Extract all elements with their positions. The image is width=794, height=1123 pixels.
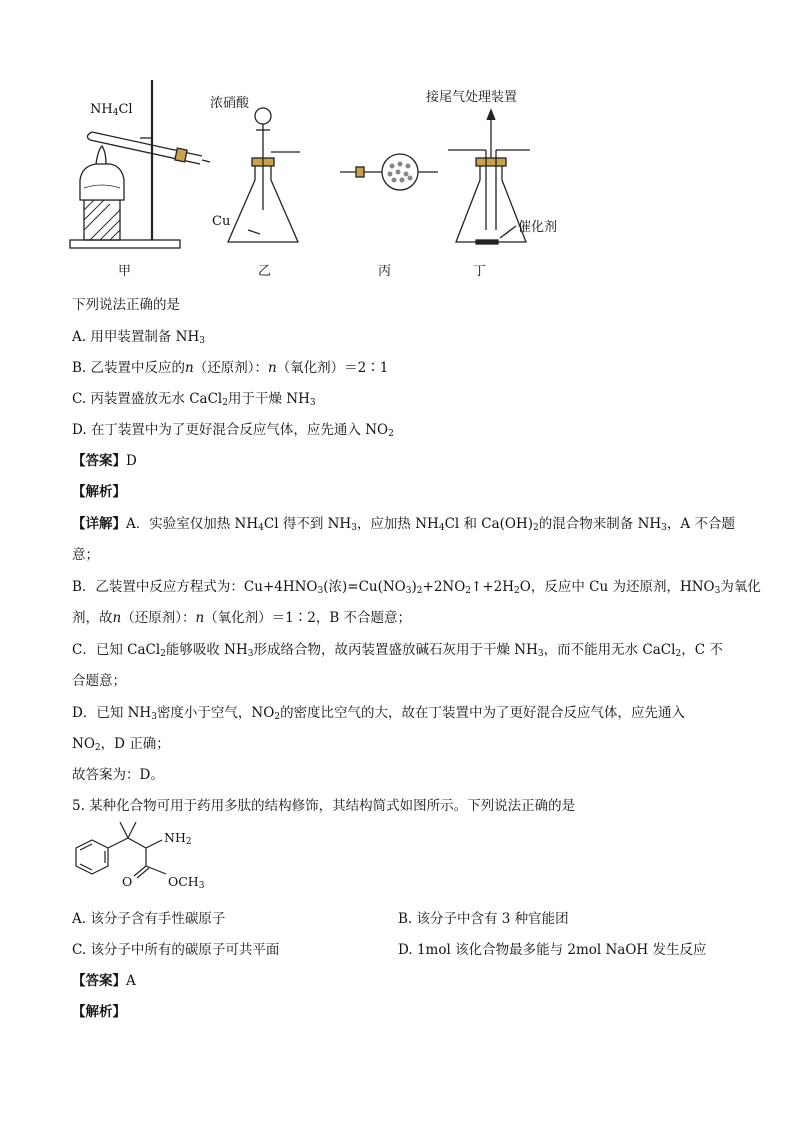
q4-detail-line-1: 【详解】A．实验室仅加热 $NH_4Cl$ 得不到 $NH_3$，应加热 $NH_4Cl$ 和 $Ca(OH)_2$的混合物来制备 $NH_3$，A 不合题 xyxy=(72,516,735,533)
q5-structure xyxy=(70,818,230,898)
benzene-ring xyxy=(76,840,108,874)
tail-gas-label: 接尾气处理装置 xyxy=(426,90,518,105)
q4-detail-line-3: B．乙装置中反应方程式为：$Cu+4HNO_3$(浓)$=Cu(NO_3)_2+2NO_2↑+2H_2O$，反应中 Cu 为还原剂，$HNO_3$为氧化 xyxy=(72,579,761,596)
apparatus-figure xyxy=(60,80,620,280)
q5-stem: 5. 某种化合物可用于药用多肽的结构修饰，其结构简式如图所示。下列说法正确的是 xyxy=(72,798,576,814)
q5-answer: 【答案】A xyxy=(72,973,136,989)
q5-option-a: A. 该分子含有手性碳原子 xyxy=(72,911,226,927)
q4-detail-line-6: 合题意； xyxy=(72,673,126,689)
bond-c-n xyxy=(146,840,162,848)
q4-detail-line-4: 剂，故n（还原剂）：n（氧化剂）＝1∶2，B 不合题意； xyxy=(72,610,412,626)
q4-detail-line-9: 故答案为：D。 xyxy=(72,767,164,783)
q4-detail-line-2: 意； xyxy=(72,547,99,563)
q4-analysis-tag: 【解析】 xyxy=(72,484,126,500)
catalyst-bed xyxy=(476,240,498,244)
q5-analysis-tag: 【解析】 xyxy=(72,1004,126,1020)
reagent-conc-nitric-label: 浓硝酸 xyxy=(210,96,250,111)
apparatus-label-jia: 甲 xyxy=(118,264,132,279)
q4-option-c: C. 丙装置盛放无水 CaCl$_2$用于干燥 $NH_3$ xyxy=(72,391,316,408)
q4-option-b: B. 乙装置中反应的n（还原剂）：n（氧化剂）＝2∶1 xyxy=(72,360,389,376)
apparatus-label-ding: 丁 xyxy=(473,264,487,279)
stopper-ding xyxy=(476,158,506,166)
q5-option-b: B. 该分子中含有 3 种官能团 xyxy=(398,911,569,927)
tube-clamp xyxy=(175,148,187,162)
q4-detail-line-8: $NO_2$，D 正确； xyxy=(72,736,170,753)
q5-option-c: C. 该分子中所有的碳原子可共平面 xyxy=(72,942,280,958)
apparatus-drawing xyxy=(60,80,620,280)
carbonyl-oxygen: O xyxy=(122,874,133,889)
nh2-group: $NH_2$ xyxy=(164,830,192,847)
separatory-funnel xyxy=(255,108,271,124)
structure-drawing xyxy=(70,818,230,898)
q4-option-a: A. 用甲装置制备 $NH_3$ xyxy=(72,329,205,346)
apparatus-label-yi: 乙 xyxy=(258,264,272,279)
q5-option-d: D. 1mol 该化合物最多能与 2mol NaOH 发生反应 xyxy=(398,942,707,958)
flame xyxy=(96,146,106,164)
catalyst-label: 催化剂 xyxy=(518,220,558,235)
wooden-block xyxy=(84,200,120,240)
alcohol-lamp xyxy=(80,164,124,200)
q4-detail-line-7: D．已知 $NH_3$密度小于空气，$NO_2$的密度比空气的大，故在丁装置中为了更好混合反应气体，应先通入 xyxy=(72,705,686,722)
reagent-cu-label: Cu xyxy=(212,214,231,229)
q4-detail-line-5: C．已知 CaCl$_2$能够吸收 $NH_3$形成络合物，故丙装置盛放碱石灰用于干燥 $NH_3$，而不能用无水 CaCl$_2$，C 不 xyxy=(72,642,723,659)
och3-group: $OCH_3$ xyxy=(168,874,205,891)
stand-base xyxy=(70,240,180,248)
q4-answer: 【答案】D xyxy=(72,453,137,469)
reagent-nh4cl-label: $NH_4Cl$ xyxy=(90,102,133,118)
q4-option-d: D. 在丁装置中为了更好混合反应气体，应先通入 $NO_2$ xyxy=(72,422,394,439)
q4-stem: 下列说法正确的是 xyxy=(72,297,180,313)
conical-flask-ding xyxy=(456,160,526,242)
bond-ring-c xyxy=(108,838,128,848)
apparatus-label-bing: 丙 xyxy=(378,264,392,279)
